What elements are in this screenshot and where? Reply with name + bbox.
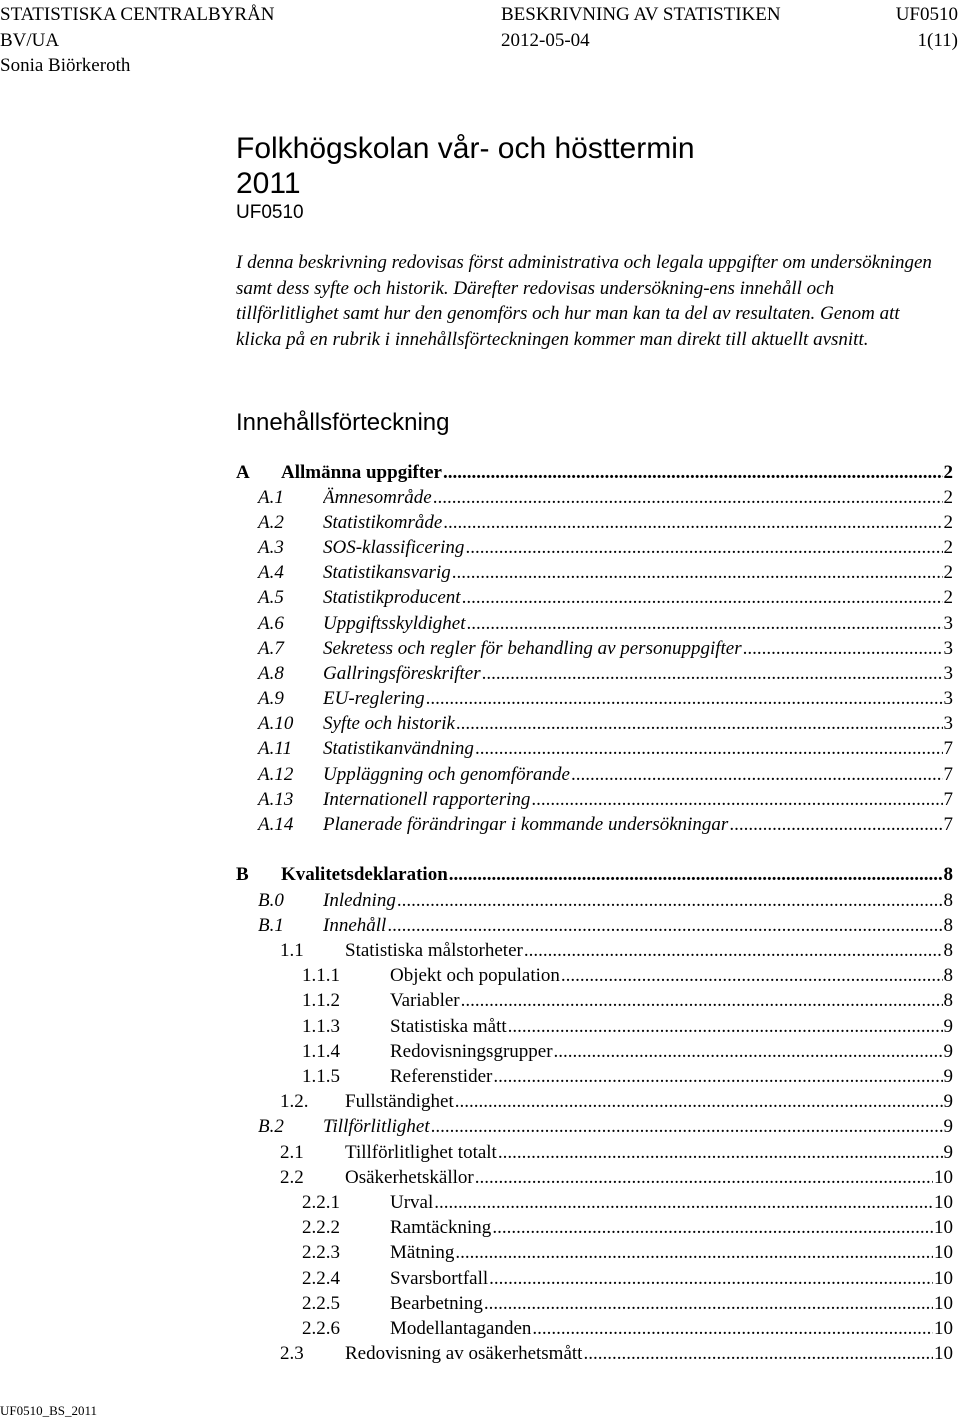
toc-entry[interactable] [0,462,953,484]
toc-entry-number: A.14 [258,814,294,835]
toc-entry[interactable] [0,613,953,635]
toc-entry[interactable] [0,512,953,534]
toc-entry-page: 10 [934,1242,953,1263]
toc-entry[interactable] [0,1091,953,1113]
toc-entry-number: 2.2.6 [302,1318,340,1339]
header-code: UF0510 [895,4,958,25]
toc-entry-title[interactable]: EU-reglering [323,688,425,709]
toc-entry-number: A.10 [258,713,294,734]
toc-entry-title[interactable]: Tillförlitlighet totalt [345,1142,497,1163]
toc-entry[interactable] [0,990,953,1012]
toc-entry-title[interactable]: Inledning [323,890,396,911]
toc-entry-number: 1.1 [280,940,304,961]
toc-entry-page: 2 [943,462,953,483]
toc-entry-title[interactable]: Statistiska målstorheter [345,940,523,961]
header-date: 2012-05-04 [501,30,590,51]
toc-leader-dots [397,890,943,912]
toc-entry-title[interactable]: Fullständighet [345,1091,454,1112]
toc-entry-page: 3 [943,688,953,709]
toc-leader-dots [433,487,943,509]
toc-entry[interactable] [0,1116,953,1138]
toc-entry-page: 3 [943,713,953,734]
toc-leader-dots [426,688,943,710]
toc-entry-page: 9 [943,1041,953,1062]
toc-entry-page: 10 [934,1217,953,1238]
toc-entry-title[interactable]: Uppläggning och genomförande [323,764,570,785]
toc-entry-number: 2.3 [280,1343,304,1364]
toc-entry-number: A.5 [258,587,284,608]
toc-entry-page: 10 [934,1343,953,1364]
toc-entry[interactable] [0,487,953,509]
toc-leader-dots [461,990,943,1012]
toc-entry-number: 2.2.5 [302,1293,340,1314]
toc-entry-page: 9 [943,1066,953,1087]
toc-entry-number: A.12 [258,764,294,785]
toc-entry-title[interactable]: Allmänna uppgifter [281,462,442,483]
toc-leader-dots [571,764,943,786]
toc-entry[interactable] [0,688,953,710]
toc-leader-dots [452,562,943,584]
toc-entry-number: A.8 [258,663,284,684]
toc-leader-dots [492,1217,933,1239]
toc-entry-page: 8 [943,864,953,885]
toc-leader-dots [489,1268,933,1290]
toc-entry-title[interactable]: Syfte och historik [323,713,455,734]
toc-entry-title[interactable]: Internationell rapportering [323,789,531,810]
toc-entry[interactable] [0,1066,953,1088]
toc-leader-dots [434,1192,933,1214]
toc-leader-dots [443,462,943,484]
toc-entry[interactable] [0,537,953,559]
toc-entry-page: 9 [943,1016,953,1037]
toc-leader-dots [729,814,942,836]
toc-entry-page: 7 [943,814,953,835]
toc-entry[interactable] [0,1318,953,1340]
header-doc-type: BESKRIVNING AV STATISTIKEN [501,4,781,25]
toc-entry[interactable] [0,1293,953,1315]
toc-entry-page: 9 [943,1091,953,1112]
toc-entry-title[interactable]: Kvalitetsdeklaration [281,864,448,885]
toc-entry-page: 9 [943,1116,953,1137]
survey-code: UF0510 [236,202,304,223]
toc-entry-title[interactable]: Svarsbortfall [390,1268,489,1289]
toc-entry-title[interactable]: Variabler [390,990,460,1011]
toc-leader-dots [387,915,942,937]
toc-leader-dots [443,512,942,534]
toc-entry[interactable] [0,663,953,685]
footer-file-name: UF0510_BS_2011 [0,1403,98,1418]
toc-leader-dots [449,864,943,886]
toc-entry-number: 2.1 [280,1142,304,1163]
toc-entry-page: 2 [943,512,953,533]
toc-entry-title[interactable]: Statistikansvarig [323,562,451,583]
toc-entry-page: 2 [943,562,953,583]
toc-entry-number: 1.2. [280,1091,309,1112]
toc-leader-dots [498,1142,943,1164]
toc-entry-page: 9 [943,1142,953,1163]
toc-leader-dots [524,940,943,962]
toc-entry-title[interactable]: Statistikanvändning [323,738,474,759]
toc-leader-dots [493,1066,942,1088]
toc-leader-dots [455,1091,943,1113]
toc-leader-dots [456,713,943,735]
toc-entry-number: A.11 [258,738,292,759]
toc-entry-page: 10 [934,1318,953,1339]
toc-leader-dots [466,613,942,635]
toc-entry-page: 3 [943,663,953,684]
toc-entry-title[interactable]: Objekt och population [390,965,560,986]
toc-leader-dots [475,738,943,760]
toc-entry-title[interactable]: Osäkerhetskällor [345,1167,474,1188]
toc-entry-page: 2 [943,487,953,508]
toc-entry-title[interactable]: Modellantaganden [390,1318,532,1339]
toc-entry[interactable] [0,587,953,609]
toc-entry-page: 7 [943,738,953,759]
toc-entry-number: 2.2.4 [302,1268,340,1289]
toc-entry[interactable] [0,1192,953,1214]
toc-entry-page: 10 [934,1268,953,1289]
toc-leader-dots [743,638,943,660]
header-page-number: 1(11) [917,30,958,51]
toc-entry-page: 7 [943,764,953,785]
toc-entry-page: 7 [943,789,953,810]
toc-leader-dots [482,663,943,685]
toc-entry-title[interactable]: Redovisningsgrupper [390,1041,553,1062]
toc-entry-number: 1.1.3 [302,1016,340,1037]
header-dept: BV/UA [0,30,60,51]
toc-entry-number: B [236,864,249,885]
toc-entry-page: 8 [943,940,953,961]
toc-entry[interactable] [0,1142,953,1164]
toc-entry-number: A.2 [258,512,284,533]
toc-entry-number: B.2 [258,1116,284,1137]
intro-paragraph: I denna beskrivning redovisas först administrativa och legala uppgifter om undersökningen samt dess syfte och historik. Därefter redovisas undersökning-ens innehåll och tillförlitlighet samt hur den genomförs och hur man kan ta del av resultaten. Genom att klicka på en rubrik i innehållsförteckningen kommer man direkt till aktuellt avsnitt. [236,252,932,350]
toc-entry-title[interactable]: Redovisning av osäkerhetsmått [345,1343,583,1364]
toc-leader-dots [455,1242,933,1264]
toc-entry-number: A.3 [258,537,284,558]
toc-entry-page: 2 [943,587,953,608]
toc-entry-title[interactable]: Mätning [390,1242,455,1263]
toc-leader-dots [508,1016,943,1038]
toc-leader-dots [462,587,943,609]
toc-leader-dots [475,1167,933,1189]
toc-entry[interactable] [0,1268,953,1290]
toc-entry[interactable] [0,713,953,735]
toc-leader-dots [431,1116,943,1138]
toc-entry[interactable] [0,965,953,987]
toc-entry-title[interactable]: Referenstider [390,1066,493,1087]
toc-entry[interactable] [0,764,953,786]
toc-entry-page: 8 [943,965,953,986]
toc-entry-number: A.1 [258,487,284,508]
toc-entry-page: 10 [934,1192,953,1213]
toc-entry[interactable] [0,890,953,912]
toc-entry-title[interactable]: Planerade förändringar i kommande undersökningar [323,814,729,835]
toc-entry-number: A.7 [258,638,284,659]
toc-entry[interactable] [0,1217,953,1239]
toc-entry[interactable] [0,940,953,962]
toc-entry-title[interactable]: SOS-klassificering [323,537,465,558]
toc-entry-number: B.0 [258,890,284,911]
toc-entry[interactable] [0,1016,953,1038]
toc-entry[interactable] [0,915,953,937]
toc-entry-number: A.6 [258,613,284,634]
toc-entry-number: 1.1.5 [302,1066,340,1087]
toc-entry-page: 10 [934,1167,953,1188]
toc-leader-dots [465,537,942,559]
toc-entry-number: 2.2 [280,1167,304,1188]
toc-leader-dots [532,1318,933,1340]
toc-entry-title[interactable]: Urval [390,1192,434,1213]
header-author: Sonia Biörkeroth [0,55,131,76]
toc-entry[interactable] [0,1242,953,1264]
toc-entry-page: 8 [943,915,953,936]
toc-entry-title[interactable]: Innehåll [323,915,387,936]
toc-entry-page: 3 [943,638,953,659]
toc-leader-dots [583,1343,933,1365]
toc-entry-page: 8 [943,990,953,1011]
title-line-2: 2011 [236,167,301,200]
toc-entry-number: 2.2.3 [302,1242,340,1263]
toc-leader-dots [554,1041,943,1063]
page-title [236,131,695,201]
toc-entry[interactable] [0,1167,953,1189]
toc-entry[interactable] [0,738,953,760]
toc-entry-title[interactable]: Statistikområde [323,512,443,533]
toc-entry-number: 2.2.1 [302,1192,340,1213]
toc-entry-number: 1.1.4 [302,1041,340,1062]
toc-entry-title[interactable]: Tillförlitlighet [323,1116,430,1137]
toc-entry-page: 10 [934,1293,953,1314]
toc-entry-title[interactable]: Ämnesområde [323,487,432,508]
toc-leader-dots [561,965,943,987]
title-line-1: Folkhögskolan vår- och hösttermin [236,132,695,165]
toc-entry-page: 3 [943,613,953,634]
toc-entry-number: B.1 [258,915,284,936]
toc-leader-dots [484,1293,933,1315]
header-org: STATISTISKA CENTRALBYRÅN [0,4,275,25]
toc-entry-title[interactable]: Ramtäckning [390,1217,492,1238]
toc-entry-page: 2 [943,537,953,558]
toc-entry-number: A.9 [258,688,284,709]
toc-entry-number: 1.1.2 [302,990,340,1011]
toc-entry-number: A.13 [258,789,294,810]
toc-entry[interactable] [0,562,953,584]
toc-entry-title[interactable]: Statistiska mått [390,1016,507,1037]
toc-heading: Innehållsförteckning [236,409,450,436]
toc-entry[interactable] [0,1343,953,1365]
toc-entry-title[interactable]: Uppgiftsskyldighet [323,613,466,634]
toc-entry-title[interactable]: Gallringsföreskrifter [323,663,481,684]
toc-entry-title[interactable]: Bearbetning [390,1293,483,1314]
toc-entry-number: A [236,462,250,483]
toc-entry-title[interactable]: Statistikproducent [323,587,461,608]
toc-entry[interactable] [0,789,953,811]
toc-entry-number: A.4 [258,562,284,583]
toc-entry[interactable] [0,864,953,886]
toc-entry-page: 8 [943,890,953,911]
toc-entry[interactable] [0,814,953,836]
toc-entry[interactable] [0,1041,953,1063]
toc-entry-number: 1.1.1 [302,965,340,986]
toc-entry-title[interactable]: Sekretess och regler för behandling av personuppgifter [323,638,742,659]
toc-leader-dots [531,789,942,811]
toc-entry[interactable] [0,638,953,660]
toc-entry-number: 2.2.2 [302,1217,340,1238]
